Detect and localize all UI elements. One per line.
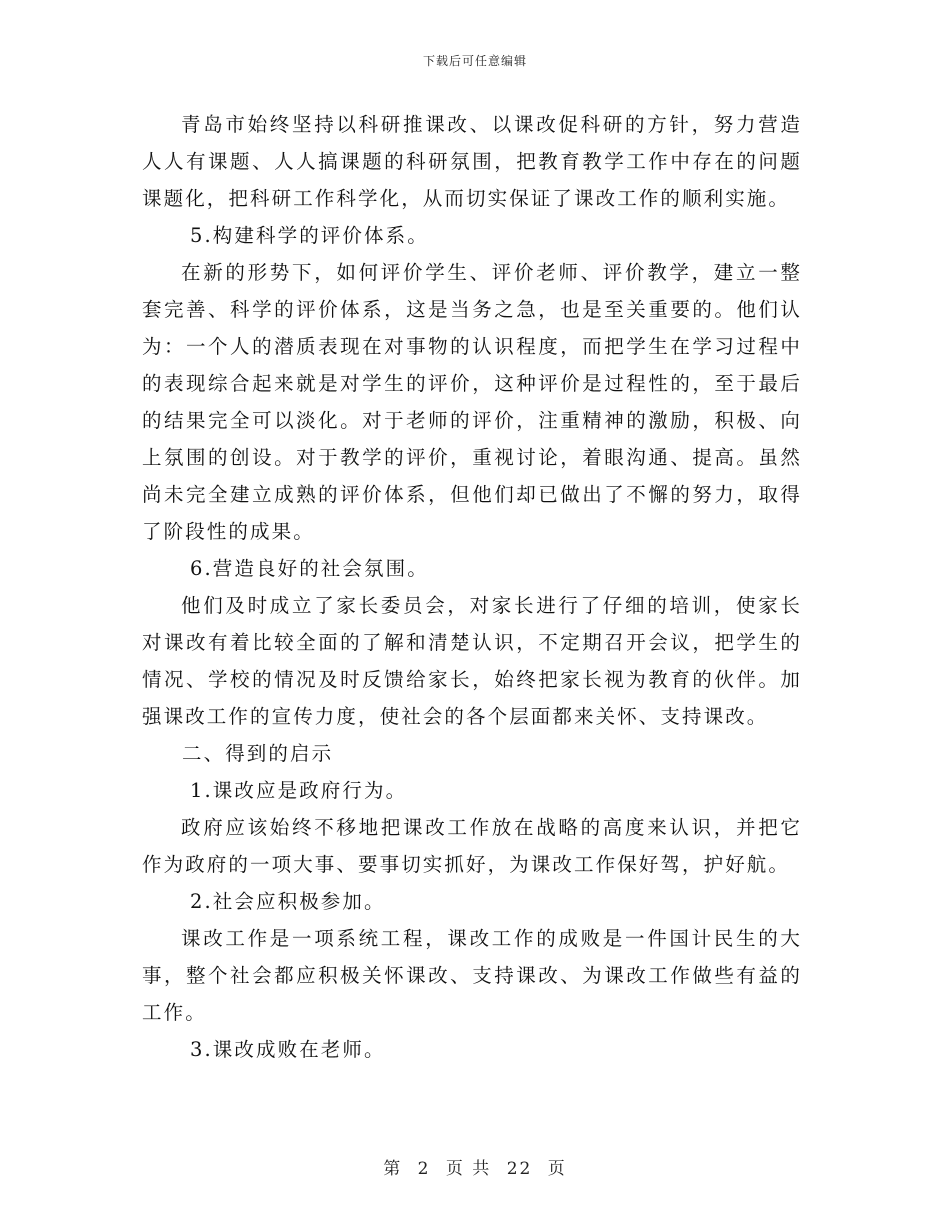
paragraph-parents-committee: 他们及时成立了家长委员会，对家长进行了仔细的培训，使家长对课改有着比较全面的了解和清楚认识，不定期召开会议，把学生的情况、学校的情况及时反馈给家长，始终把家长视为教育的伙伴。加强课改工作的宣传力度，使社会的各个层面都来关怀、支持课改。: [142, 594, 802, 728]
footer-prefix: 第: [383, 1159, 403, 1179]
page-number-total: 22: [506, 1159, 533, 1179]
footer-suffix: 页: [547, 1159, 567, 1179]
heading-insights: 二、得到的启示: [182, 742, 334, 765]
heading-government-action: 1.课改应是政府行为。: [190, 779, 408, 802]
footer-mid: 页 共: [445, 1159, 492, 1179]
heading-society-participation: 2.社会应积极参加。: [190, 890, 386, 913]
heading-teachers: 3.课改成败在老师。: [190, 1038, 386, 1061]
paragraph-evaluation: 在新的形势下，如何评价学生、评价老师、评价教学，建立一整套完善、科学的评价体系，这是当务之急，也是至关重要的。他们认为：一个人的潜质表现在对事物的认识程度，而把学生在学习过程中的表现综合起来就是对学生的评价，这种评价是过程性的，至于最后的结果完全可以淡化。对于老师的评价，注重精神的激励，积极、向上氛围的创设。对于教学的评价，重视讨论，着眼沟通、提高。虽然尚未完全建立成熟的评价体系，但他们却已做出了不懈的努力，取得了阶段性的成果。: [142, 261, 802, 543]
page-footer: [0, 1154, 950, 1179]
heading-social-atmosphere: 6.营造良好的社会氛围。: [190, 557, 429, 580]
page-number-current: 2: [417, 1159, 431, 1179]
heading-evaluation-system: 5.构建科学的评价体系。: [190, 224, 429, 247]
header-note: 下载后可任意编辑: [422, 54, 527, 68]
paragraph-research-policy: 青岛市始终坚持以科研推课改、以课改促科研的方针，努力营造人人有课题、人人搞课题的科研氛围，把教育教学工作中存在的问题课题化，把科研工作科学化，从而切实保证了课改工作的顺利实施。: [142, 113, 802, 210]
paragraph-society: 课改工作是一项系统工程，课改工作的成败是一件国计民生的大事，整个社会都应积极关怀课改、支持课改、为课改工作做些有益的工作。: [142, 927, 802, 1024]
document-body: [142, 106, 802, 1068]
paragraph-government: 政府应该始终不移地把课改工作放在战略的高度来认识，并把它作为政府的一项大事、要事切实抓好，为课改工作保好驾，护好航。: [142, 816, 802, 876]
